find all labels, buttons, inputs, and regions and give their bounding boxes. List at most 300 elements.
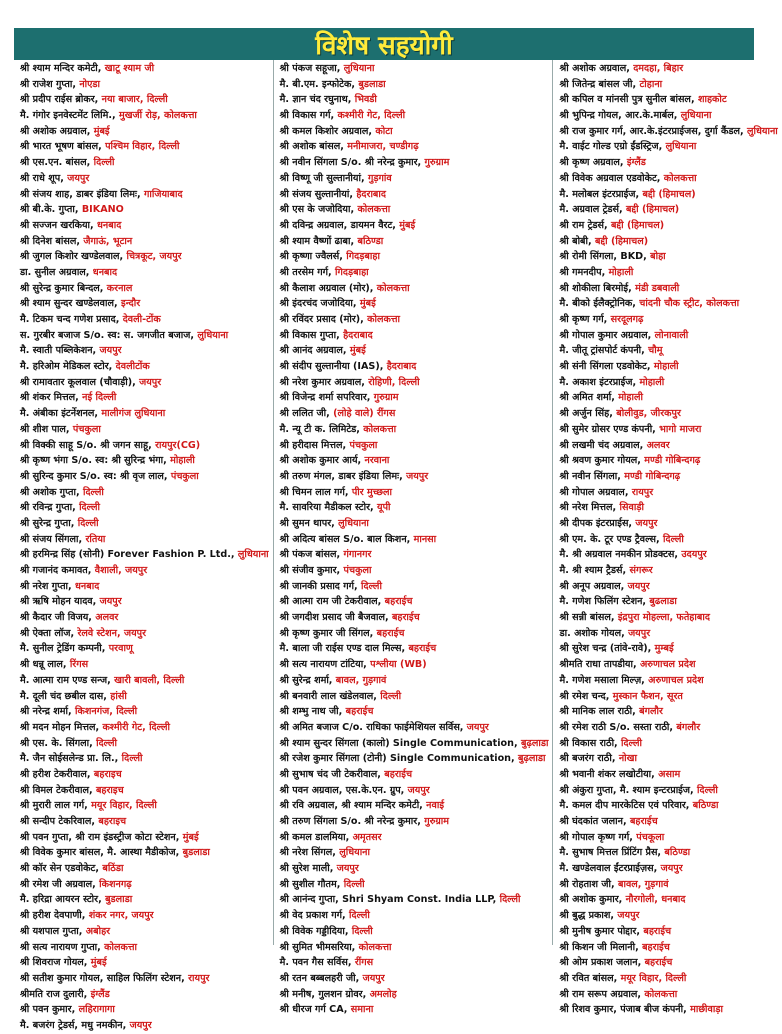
supporter-entry — [20, 375, 269, 391]
title-band — [14, 28, 754, 60]
supporter-name: श्री एम. के. टूर एण्ड ट्रैवल्स, — [559, 533, 663, 545]
supporter-place: हांसी — [110, 690, 127, 702]
supporter-place: मुंबई — [359, 298, 376, 310]
supporter-entry — [559, 375, 777, 391]
supporter-name: श्री रोहताश जी, — [559, 878, 618, 890]
supporter-name: मै. गणेश मसाला मिल्ज़, — [559, 674, 649, 686]
supporter-name: श्री जुगल किशोर खण्डेलवाल, — [20, 251, 127, 263]
supporter-entry — [20, 500, 269, 516]
supporter-place: संगरूर — [629, 565, 653, 576]
supporter-place: जयपुर — [67, 172, 90, 184]
supporter-name: श्री नवीन सिंगला, — [559, 470, 625, 482]
supporter-entry — [280, 987, 549, 1003]
supporter-name: श्री कृष्ण गर्ग, — [559, 314, 611, 325]
supporter-name: स. गुरबीर बजाज S/o. स्व: स. जगजीत बजाज, — [20, 329, 198, 341]
supporter-entry — [280, 767, 549, 783]
supporter-place: दिल्ली — [79, 502, 100, 514]
supporter-place: पंचकुला — [349, 439, 378, 451]
supporter-entry — [280, 92, 549, 108]
supporter-entry — [280, 798, 549, 814]
supporter-place: धनबाद — [92, 266, 118, 278]
supporter-place: बुढलाडा — [649, 596, 677, 608]
supporter-name: मै. ज्ञान चंद रघुनाथ, — [279, 94, 355, 106]
supporter-name: मै. जीतू ट्रांसपोर्ट कंपनी, — [559, 345, 649, 357]
supporter-place: जयपुर — [466, 721, 489, 733]
supporter-name: श्री संजीव कुमार, — [279, 565, 344, 576]
supporter-entry — [20, 234, 269, 250]
supporter-entry — [20, 328, 269, 344]
supporter-name: श्री पवन अग्रवाल, एस.के.एन. ग्रुप, — [279, 784, 408, 796]
supporter-place: किशनगढ़ — [99, 878, 132, 890]
supporter-entry — [559, 453, 777, 469]
supporter-name: श्रीमति राधा तापडीया, — [559, 659, 640, 671]
supporter-entry — [20, 469, 269, 485]
supporter-place: अमृतसर — [352, 831, 382, 843]
supporter-entry — [559, 767, 777, 783]
supporter-entry — [559, 155, 777, 171]
supporter-place: मुंबई — [399, 219, 416, 231]
supporter-entry — [559, 798, 777, 814]
supporter-entry — [559, 218, 777, 234]
supporter-place: वैशाली, जयपुर — [94, 565, 148, 576]
supporter-place: कोलकत्ता — [644, 988, 678, 1000]
supporter-place: BIKANO — [81, 204, 124, 216]
supporter-name: श्री कृष्ण कुमार जी सिंगल, — [279, 627, 377, 639]
supporter-entry — [559, 139, 777, 155]
supporter-place: रिंगस — [69, 659, 89, 671]
supporter-name: श्री ऋषि मोहन यादव, — [20, 596, 100, 608]
supporter-name: श्री श्याम मन्दिर कमेटी, — [20, 63, 105, 74]
supporter-place: दिल्ली — [82, 486, 104, 498]
supporter-name: मै. पवन गैस सर्विस, — [279, 957, 355, 969]
supporter-place: बुडलाडा — [358, 78, 386, 90]
supporter-entry — [559, 390, 777, 406]
supporter-entry — [559, 940, 777, 956]
supporter-place: जयपुर — [660, 863, 683, 875]
supporter-name: श्री अमित शर्मा, — [559, 392, 619, 404]
supporter-name: श्री एस के जजोदिया, — [279, 204, 358, 216]
supporter-entry — [20, 940, 269, 956]
supporter-entry — [20, 579, 269, 595]
supporter-place: बहराइच — [98, 816, 127, 827]
supporter-entry — [280, 610, 549, 626]
supporter-place: बद्दी (हिमाचल) — [642, 188, 696, 200]
supporter-place: लुधियाना — [197, 329, 229, 341]
supporter-entry — [559, 673, 777, 689]
supporter-name: श्री गमनदीप, — [559, 266, 609, 278]
supporter-entry — [559, 312, 777, 328]
supporter-name: श्री कमल किशोर अग्रवाल, — [279, 125, 376, 137]
supporter-place: मालीगंज लुधियाना — [101, 408, 166, 420]
supporter-name: मै. श्री श्याम ट्रैडर्स, — [559, 565, 630, 576]
supporter-entry — [20, 908, 269, 924]
supporter-name: श्री आत्मा राम जी टेकरीवाल, — [279, 596, 385, 608]
supporter-entry — [559, 610, 777, 626]
supporter-name: मै. दूली चंद छबील दास, — [20, 690, 111, 702]
supporter-entry — [20, 139, 269, 155]
supporter-entry — [559, 830, 777, 846]
supporter-place: मनीमाजरा, चण्डीगढ़ — [347, 141, 419, 153]
supporter-entry — [559, 751, 777, 767]
supporter-name: श्री इंदरचंद जजोदिया, — [279, 298, 360, 310]
supporter-name: श्री राम सरूप अग्रवाल, — [559, 988, 645, 1000]
supporter-entry — [559, 924, 777, 940]
supporter-entry — [280, 265, 549, 281]
supporter-entry — [280, 532, 549, 548]
supporter-entry — [280, 390, 549, 406]
supporter-place: कश्मीरी गेट, दिल्ली — [337, 110, 406, 122]
supporter-name: श्री विवेक गड्डीदिया, — [279, 925, 352, 937]
supporter-entry — [20, 249, 269, 265]
supporter-name: श्री भुपिन्द्र गोयल, आर.के.मार्बल, — [559, 110, 681, 122]
supporter-name: श्री मानिक लाल राठी, — [559, 706, 640, 718]
supporter-place: अलवर — [646, 439, 670, 451]
supporter-name: श्री कमल डालमिया, — [279, 831, 353, 843]
supporter-place: बोहा — [650, 251, 666, 263]
supporter-place: नरवाना — [364, 455, 390, 467]
supporter-entry — [20, 265, 269, 281]
supporter-name: श्री सुमित भीमसरिया, — [279, 941, 359, 953]
supporter-entry — [280, 516, 549, 532]
supporter-name: श्री शंकर मित्तल, — [20, 392, 83, 404]
supporter-entry — [20, 987, 269, 1003]
supporter-entry — [280, 704, 549, 720]
supporter-name: मै. कमल दीप मारकेटिस एवं परिवार, — [559, 800, 693, 812]
supporter-place: कोलकत्ता — [376, 282, 410, 294]
supporter-entry — [280, 202, 549, 218]
supporter-place: उदयपुर — [681, 549, 707, 561]
supporter-place: बावल, गुड़गावं — [335, 674, 387, 686]
supporter-place: कोलकत्ता — [358, 941, 392, 953]
supporter-place: पंचकुला — [72, 423, 101, 435]
supporter-place: जैगाऊं, भूटान — [83, 235, 133, 247]
supporter-entry — [559, 736, 777, 752]
supporter-entry — [559, 92, 777, 108]
supporter-entry — [280, 673, 549, 689]
supporter-entry — [280, 281, 549, 297]
supporter-entry — [20, 516, 269, 532]
supporter-name: श्री अशोक अग्रवाल, — [559, 63, 634, 74]
supporter-entry — [20, 955, 269, 971]
supporter-entry — [559, 783, 777, 799]
supporter-name: मै. वाईट गोल्ड एग्रो ईंडस्ट्रिज, — [559, 141, 666, 153]
supporter-entry — [20, 1002, 269, 1018]
supporter-entry — [20, 281, 269, 297]
supporter-place: हैदराबाद — [386, 361, 417, 373]
supporter-place: भिवडी — [354, 94, 377, 106]
supporter-name: श्री सन्दीप टेकरिवाल, — [20, 816, 99, 827]
supporter-name: श्री नरेश सिंगल, — [279, 847, 340, 859]
supporter-name: श्री हरीश टेकरीवाल, — [20, 768, 94, 780]
supporter-entry — [20, 1018, 269, 1034]
supporter-entry — [280, 422, 549, 438]
supporter-place: देवलीटोंक — [115, 361, 150, 373]
supporter-place: माछीवाड़ा — [690, 1004, 723, 1016]
supporter-name: श्री ललित जी, — [279, 408, 334, 420]
supporter-place: रोहिणी, दिल्ली — [368, 376, 420, 388]
supporter-place: बहराइच — [95, 784, 124, 796]
supporter-place: गुरुग्राम — [373, 392, 399, 404]
supporter-name: श्री पंकज सहूजा, — [279, 63, 344, 74]
supporter-place: गुड़गांव — [367, 172, 392, 184]
supporter-place: बहराईच — [384, 768, 413, 780]
supporter-name: श्री भारत भूषण बांसल, — [20, 141, 106, 153]
supporter-name: श्री सुरेन्द्र गुप्ता, — [20, 517, 78, 529]
supporter-entry — [559, 892, 777, 908]
supporter-place: चित्रकूट, जयपुर — [126, 251, 182, 263]
supporter-entry — [559, 438, 777, 454]
supporter-entry — [20, 124, 269, 140]
supporter-entry — [559, 877, 777, 893]
supporter-name: श्री यशपाल गुप्ता, — [20, 925, 86, 937]
supporter-entry — [280, 485, 549, 501]
supporter-place: गिदड़बाहा — [346, 251, 380, 263]
supporter-entry — [559, 202, 777, 218]
supporter-name: मै. सुनील ट्रेडिंग कम्पनी, — [20, 643, 109, 655]
supporter-entry — [20, 641, 269, 657]
supporter-name: श्री मनीष, गुलशन ग्रोवर, — [279, 988, 370, 1000]
supporter-name: श्री राज कुमार गर्ग, आर.के.इंटरप्राईजस, दुर्गा कैंडल, — [559, 125, 748, 137]
supporter-place: लोनावाली — [654, 329, 689, 341]
supporter-name: श्री शीश पाल, — [20, 423, 73, 435]
supporter-name: श्री सुरेन्द्र शर्मा, — [279, 674, 336, 686]
supporter-name: श्री राम ट्रेडर्स, — [559, 219, 612, 231]
supporter-entry — [20, 814, 269, 830]
supporter-entry — [280, 940, 549, 956]
supporter-entry — [559, 720, 777, 736]
supporter-name: श्री सुभाष चंद जी टेकरीवाल, — [279, 768, 385, 780]
supporter-place: करनाल — [106, 282, 133, 294]
supporter-place: दिल्ली — [343, 878, 365, 890]
supporter-name: श्री बोबी, — [559, 235, 595, 247]
supporter-entry — [559, 861, 777, 877]
supporter-name: श्री गोपाल अग्रवाल, — [559, 486, 632, 498]
supporter-name: मै. हरिओम मेडिकल स्टोर, — [20, 361, 116, 373]
supporter-name: श्री रवित बांसल, — [559, 972, 621, 984]
supporter-entry — [559, 641, 777, 657]
supporter-name: श्री सत्य नारायण टांटिया, — [279, 659, 371, 671]
supporter-name: मै. अकाश इंटरप्राईज, — [559, 376, 640, 388]
supporters-column-3 — [552, 60, 781, 1016]
supporter-place: मुम्बई — [654, 643, 674, 655]
supporter-name: श्री सुरेश चन्द्र (तांवे-रावे), — [559, 643, 655, 655]
supporter-place: अलवर — [95, 612, 119, 624]
supporter-entry — [280, 343, 549, 359]
supporter-place: कोलकत्ता — [363, 423, 397, 435]
supporter-name: श्री गोपाल कुमार अग्रवाल, — [559, 329, 655, 341]
supporter-place: दिल्ली — [621, 737, 642, 749]
supporter-name: श्री शोकीला बिरमोई, — [559, 282, 636, 294]
page-title: विशेष सहयोगी — [315, 31, 453, 61]
supporter-entry — [559, 249, 777, 265]
supporter-place: नोएडा — [79, 78, 101, 90]
supporter-name: मै. स्वाती पब्लिकेशन, — [20, 345, 100, 357]
supporter-name: श्री किशन जी मिलानी, — [559, 941, 643, 953]
supporter-place: अबोहर — [85, 925, 111, 937]
supporter-name: श्री नरेश मित्तल, — [559, 502, 620, 514]
supporter-place: बहराईच — [384, 596, 413, 608]
supporter-entry — [20, 673, 269, 689]
supporter-place: यूपी — [377, 502, 391, 514]
supporter-entry — [280, 955, 549, 971]
supporter-entry — [20, 563, 269, 579]
supporter-entry — [559, 281, 777, 297]
supporter-name: श्री सन्नी बांसल, — [559, 612, 618, 624]
supporter-entry — [559, 234, 777, 250]
supporter-name: श्री हरीश देवपाणी, — [20, 910, 89, 922]
supporter-place: सरदूलगढ़ — [610, 314, 644, 325]
supporter-name: श्री श्रवण कुमार गोयल, — [559, 455, 645, 467]
supporter-name: श्री घंदकांत जलान, — [559, 816, 630, 827]
supporter-entry — [20, 359, 269, 375]
supporters-columns — [14, 60, 778, 1031]
supporter-place: नौरगोली, धनबाद — [625, 894, 686, 906]
supporter-name: श्री विवेक कुमार बांसल, मै. आस्था मैडीकोज, — [20, 847, 183, 859]
supporter-entry — [280, 108, 549, 124]
supporter-entry — [280, 296, 549, 312]
supporter-name: श्री आनंद अग्रवाल, — [279, 345, 350, 357]
supporter-entry — [280, 877, 549, 893]
supporter-place: इन्दौर — [120, 298, 141, 310]
supporter-entry — [280, 328, 549, 344]
supporter-name: श्री जगदीश प्रसाद जी बैजवाल, — [279, 612, 392, 624]
supporter-name: श्री गजानंद कमावत, — [20, 565, 95, 576]
supporter-entry — [559, 626, 777, 642]
supporter-entry — [20, 971, 269, 987]
supporter-place: कोलकत्ता — [367, 314, 400, 325]
supporter-entry — [280, 469, 549, 485]
supporter-entry — [20, 830, 269, 846]
supporter-name: श्री अशोक कुमार, — [559, 894, 626, 906]
supporter-entry — [280, 689, 549, 705]
supporter-entry — [20, 218, 269, 234]
supporter-place: बुढ़लाडा — [518, 753, 546, 765]
supporter-place: जयपुर — [362, 972, 385, 984]
supporter-place: दिल्ली — [499, 894, 521, 906]
supporter-name: श्री जितेन्द्र बांसल जी, — [559, 78, 640, 90]
supporter-name: श्री रवि अग्रवाल, श्री श्याम मन्दिर कमेटी, — [279, 800, 427, 812]
supporter-name: श्री कृष्ण अग्रवाल, — [559, 157, 627, 169]
supporter-name: श्री सज्जन खरकिया, — [20, 219, 98, 231]
supporter-place: नोखा — [618, 753, 637, 765]
supporter-name: श्री रमेश जी अग्रवाल, — [20, 878, 100, 890]
supporter-name: मै. न्यू टी क. लिमिटेड, — [279, 423, 364, 435]
supporter-place: दमदहा, बिहार — [633, 63, 684, 74]
supporter-name: श्री बनवारी लाल खंडेलवाल, — [279, 690, 381, 702]
supporter-entry — [559, 579, 777, 595]
supporter-name: श्री कॉर सेन एडवोकेट, — [20, 863, 103, 875]
supporter-name: मै. बीको ईलैक्ट्रोनिक, — [559, 298, 640, 310]
supporter-place: बहराईच — [643, 925, 672, 937]
supporter-entry — [20, 861, 269, 877]
supporter-name: श्री बुद्ध प्रकाश, — [559, 910, 618, 922]
supporter-entry — [20, 626, 269, 642]
supporter-entry — [20, 92, 269, 108]
supporter-entry — [280, 830, 549, 846]
supporter-entry — [559, 108, 777, 124]
supporter-entry — [280, 924, 549, 940]
supporter-name: श्री सुरेश माली, — [279, 863, 337, 875]
supporter-name: श्री दविन्द्र अग्रवाल, डायमन वैरट, — [279, 219, 400, 231]
supporter-place: रेलवे स्टेशन, जयपुर — [77, 627, 147, 639]
supporter-entry — [20, 657, 269, 673]
supporter-entry — [559, 516, 777, 532]
supporter-place: जयपुर — [406, 470, 429, 482]
supporter-name: श्री मुनीष कुमार पोद्दार, — [559, 925, 644, 937]
supporter-entry — [20, 390, 269, 406]
supporter-place: इंग्लैंड — [626, 157, 646, 169]
supporter-name: मै. गंगोर इनवेस्टमेंट लिमि., — [20, 110, 119, 122]
supporter-entry — [559, 77, 777, 93]
supporter-place: गाजियाबाद — [143, 188, 183, 200]
supporter-name: श्री बी.के. गुप्ता, — [20, 204, 82, 216]
supporter-entry — [280, 406, 549, 422]
supporter-place: हैदराबाद — [343, 329, 373, 341]
supporter-entry — [280, 453, 549, 469]
supporter-place: दिल्ली — [349, 910, 370, 922]
supporter-entry — [280, 61, 549, 77]
supporter-place: दिल्ली — [662, 533, 684, 545]
supporter-name: श्री रमेश चन्द, — [559, 690, 613, 702]
supporter-entry — [280, 845, 549, 861]
supporter-place: खाटू श्याम जी — [104, 63, 155, 74]
supporter-entry — [280, 861, 549, 877]
supporter-name: मै. जैन सोईसलेन्ड प्रा. लि., — [20, 753, 122, 765]
supporter-place: बहराइच — [93, 768, 122, 780]
supporter-name: श्री विकास गर्ग, — [279, 110, 338, 122]
supporter-name: श्री रजेश कुमार सिंगला (टोनी) Single Communication, — [279, 753, 519, 765]
supporter-name: श्री संजय शाह, डाबर इंडिया लिमः, — [20, 188, 144, 200]
supporter-place: सिवाड़ी — [619, 502, 644, 514]
supporter-entry — [559, 657, 777, 673]
supporter-entry — [20, 924, 269, 940]
supporter-place: बद्दी (हिमाचल) — [611, 219, 665, 231]
supporter-place: बंगलौर — [639, 706, 663, 718]
supporter-name: श्री गोपाल कृष्ण गर्ग, — [559, 831, 637, 843]
supporter-entry — [559, 187, 777, 203]
supporter-place: जयपुर — [99, 596, 122, 608]
supporter-name: मै. मलोबल इंटरप्राईज, — [559, 188, 643, 200]
supporter-place: पश्लीया (WB) — [370, 659, 427, 671]
supporters-column-2 — [273, 60, 553, 1016]
supporter-entry — [559, 61, 777, 77]
supporter-place: लुधियाना — [665, 141, 697, 153]
supporter-place: रतिया — [85, 533, 106, 545]
supporter-place: लुधियाना — [339, 847, 370, 859]
supporter-entry — [559, 1002, 777, 1018]
supporter-name: श्री विकास गुप्ता, — [279, 329, 344, 341]
supporter-place: असाम — [658, 768, 681, 780]
supporter-place: दिल्ली — [121, 753, 143, 765]
supporter-entry — [20, 77, 269, 93]
supporter-place: दिल्ली — [697, 784, 718, 796]
supporter-name: मै. श्री अग्रवाल नमकीन प्रोडक्टस, — [559, 549, 682, 561]
supporter-name: मै. सुभाष मित्तल प्रिंटिंग प्रैस, — [559, 847, 665, 859]
supporter-place: मुंबई — [90, 957, 107, 969]
supporter-place: जयपुर — [99, 345, 122, 357]
supporter-name: मै. बजरंग ट्रेडर्स, मधु नमकीन, — [20, 1019, 130, 1031]
supporter-name: श्री श्याम सुन्दर सिंगला (कालो) Single Communication, — [279, 737, 521, 749]
supporter-place: दिल्ली — [77, 517, 99, 529]
supporter-entry — [280, 77, 549, 93]
supporter-place: जयपुर — [627, 580, 650, 592]
supporter-entry — [559, 532, 777, 548]
supporter-entry — [20, 343, 269, 359]
supporter-name: श्री लखमी चंद अग्रवाल, — [559, 439, 647, 451]
supporter-name: श्री वेद प्रकाश गर्ग, — [279, 910, 349, 922]
supporter-place: धनबाद — [97, 219, 122, 231]
supporter-place: बठिंडा — [102, 863, 124, 875]
